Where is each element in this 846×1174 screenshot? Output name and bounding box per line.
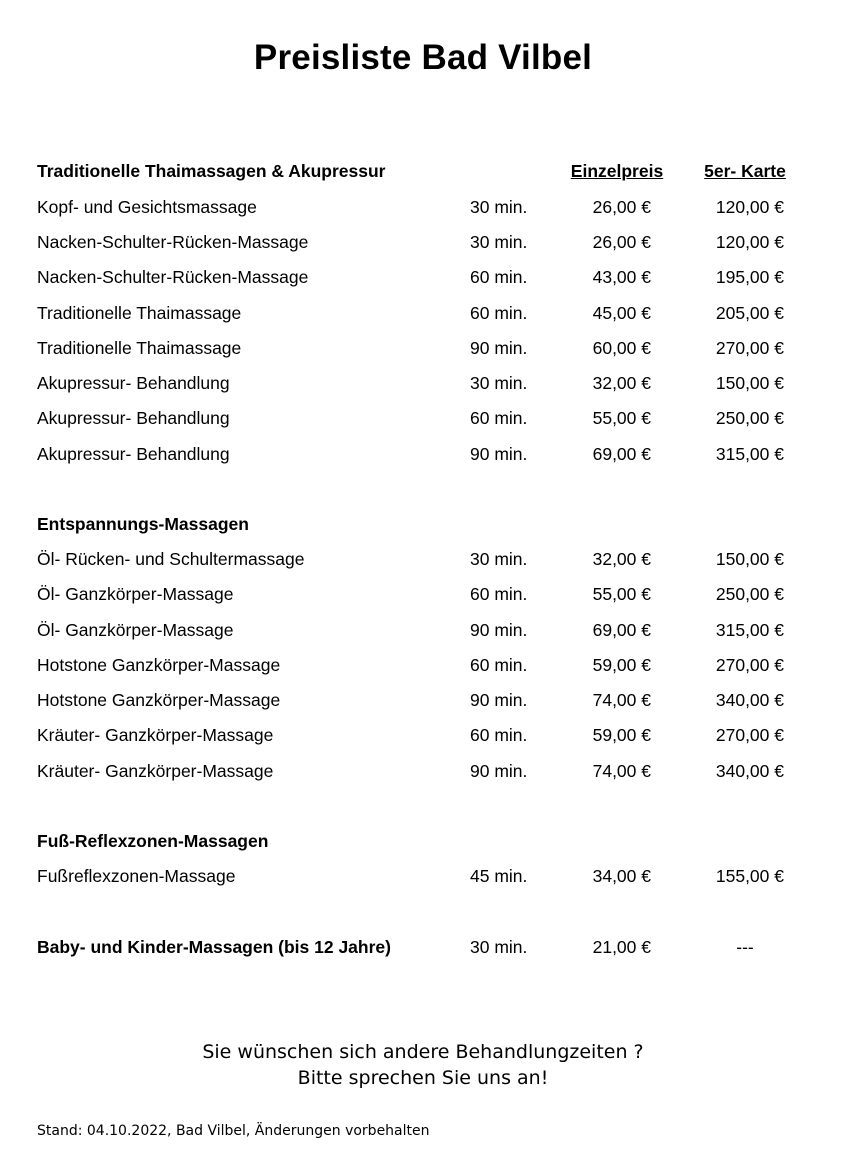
single-price: 34,00 € — [592, 866, 651, 886]
card-price: 120,00 € — [715, 232, 784, 252]
table-row — [0, 230, 846, 254]
treatment-name: Kräuter- Ganzkörper-Massage — [37, 761, 274, 781]
treatment-duration: 90 min. — [470, 338, 528, 358]
treatment-name: Fußreflexzonen-Massage — [37, 866, 236, 886]
card-price: 340,00 € — [715, 761, 784, 781]
card-price: 340,00 € — [715, 690, 784, 710]
card-price: 250,00 € — [715, 584, 784, 604]
table-row — [0, 723, 846, 747]
treatment-duration: 60 min. — [470, 267, 528, 287]
treatment-name: Traditionelle Thaimassage — [37, 338, 242, 358]
treatment-name: Akupressur- Behandlung — [37, 444, 230, 464]
treatment-name: Öl- Rücken- und Schultermassage — [37, 549, 305, 569]
column-header-5er-card: 5er- Karte — [704, 161, 786, 181]
treatment-duration: 60 min. — [470, 655, 528, 675]
treatment-duration: 45 min. — [470, 866, 528, 886]
treatment-name: Akupressur- Behandlung — [37, 373, 230, 393]
single-price: 74,00 € — [592, 761, 651, 781]
treatment-name: Nacken-Schulter-Rücken-Massage — [37, 232, 309, 252]
treatment-name: Hotstone Ganzkörper-Massage — [37, 690, 281, 710]
single-price: 26,00 € — [592, 232, 651, 252]
treatment-name: Baby- und Kinder-Massagen (bis 12 Jahre) — [37, 937, 391, 957]
treatment-name: Kräuter- Ganzkörper-Massage — [37, 725, 274, 745]
treatment-name: Öl- Ganzkörper-Massage — [37, 584, 234, 604]
table-row — [0, 336, 846, 360]
card-price: 205,00 € — [715, 303, 784, 323]
single-price: 74,00 € — [592, 690, 651, 710]
treatment-duration: 30 min. — [470, 232, 528, 252]
single-price: 69,00 € — [592, 620, 651, 640]
treatment-name: Akupressur- Behandlung — [37, 408, 230, 428]
table-row — [0, 442, 846, 466]
single-price: 69,00 € — [592, 444, 651, 464]
card-price: 270,00 € — [715, 725, 784, 745]
treatment-duration: 30 min. — [470, 937, 528, 957]
stand-note: Stand: 04.10.2022, Bad Vilbel, Änderungen vorbehalten — [37, 1123, 430, 1139]
card-price: 270,00 € — [715, 655, 784, 675]
page-title: Preisliste Bad Vilbel — [253, 38, 593, 77]
card-price: --- — [736, 937, 754, 957]
treatment-duration: 60 min. — [470, 303, 528, 323]
single-price: 60,00 € — [592, 338, 651, 358]
treatment-duration: 90 min. — [470, 444, 528, 464]
card-price: 270,00 € — [715, 338, 784, 358]
section-heading-row — [0, 829, 846, 853]
table-row — [0, 935, 846, 959]
section-heading: Traditionelle Thaimassagen & Akupressur — [37, 161, 386, 181]
treatment-name: Hotstone Ganzkörper-Massage — [37, 655, 281, 675]
table-row — [0, 618, 846, 642]
single-price: 45,00 € — [592, 303, 651, 323]
treatment-duration: 30 min. — [470, 373, 528, 393]
treatment-name: Nacken-Schulter-Rücken-Massage — [37, 267, 309, 287]
table-row — [0, 547, 846, 571]
card-price: 250,00 € — [715, 408, 784, 428]
single-price: 26,00 € — [592, 197, 651, 217]
table-row — [0, 864, 846, 888]
treatment-duration: 60 min. — [470, 584, 528, 604]
card-price: 120,00 € — [715, 197, 784, 217]
single-price: 32,00 € — [592, 549, 651, 569]
treatment-duration: 90 min. — [470, 620, 528, 640]
treatment-name: Kopf- und Gesichtsmassage — [37, 197, 257, 217]
single-price: 43,00 € — [592, 267, 651, 287]
table-row — [0, 371, 846, 395]
treatment-name: Traditionelle Thaimassage — [37, 303, 242, 323]
single-price: 55,00 € — [592, 408, 651, 428]
table-row — [0, 265, 846, 289]
table-header-row — [0, 159, 846, 183]
table-row — [0, 195, 846, 219]
card-price: 155,00 € — [715, 866, 784, 886]
single-price: 59,00 € — [592, 725, 651, 745]
section-heading-row — [0, 512, 846, 536]
section-heading: Fuß-Reflexzonen-Massagen — [37, 831, 269, 851]
table-row — [0, 688, 846, 712]
single-price: 59,00 € — [592, 655, 651, 675]
card-price: 150,00 € — [715, 373, 784, 393]
treatment-duration: 30 min. — [470, 197, 528, 217]
single-price: 55,00 € — [592, 584, 651, 604]
card-price: 315,00 € — [715, 444, 784, 464]
footer-message-line-1: Sie wünschen sich andere Behandlungzeiten ? — [202, 1041, 644, 1063]
treatment-duration: 60 min. — [470, 725, 528, 745]
table-row — [0, 582, 846, 606]
table-row — [0, 653, 846, 677]
single-price: 32,00 € — [592, 373, 651, 393]
treatment-duration: 90 min. — [470, 690, 528, 710]
footer-message-line-2: Bitte sprechen Sie uns an! — [297, 1067, 549, 1089]
single-price: 21,00 € — [592, 937, 651, 957]
section-heading: Entspannungs-Massagen — [37, 514, 249, 534]
treatment-name: Öl- Ganzkörper-Massage — [37, 620, 234, 640]
card-price: 150,00 € — [715, 549, 784, 569]
column-header-single-price: Einzelpreis — [570, 161, 664, 181]
table-row — [0, 406, 846, 430]
card-price: 195,00 € — [715, 267, 784, 287]
table-row — [0, 759, 846, 783]
treatment-duration: 90 min. — [470, 761, 528, 781]
card-price: 315,00 € — [715, 620, 784, 640]
table-row — [0, 301, 846, 325]
treatment-duration: 60 min. — [470, 408, 528, 428]
treatment-duration: 30 min. — [470, 549, 528, 569]
